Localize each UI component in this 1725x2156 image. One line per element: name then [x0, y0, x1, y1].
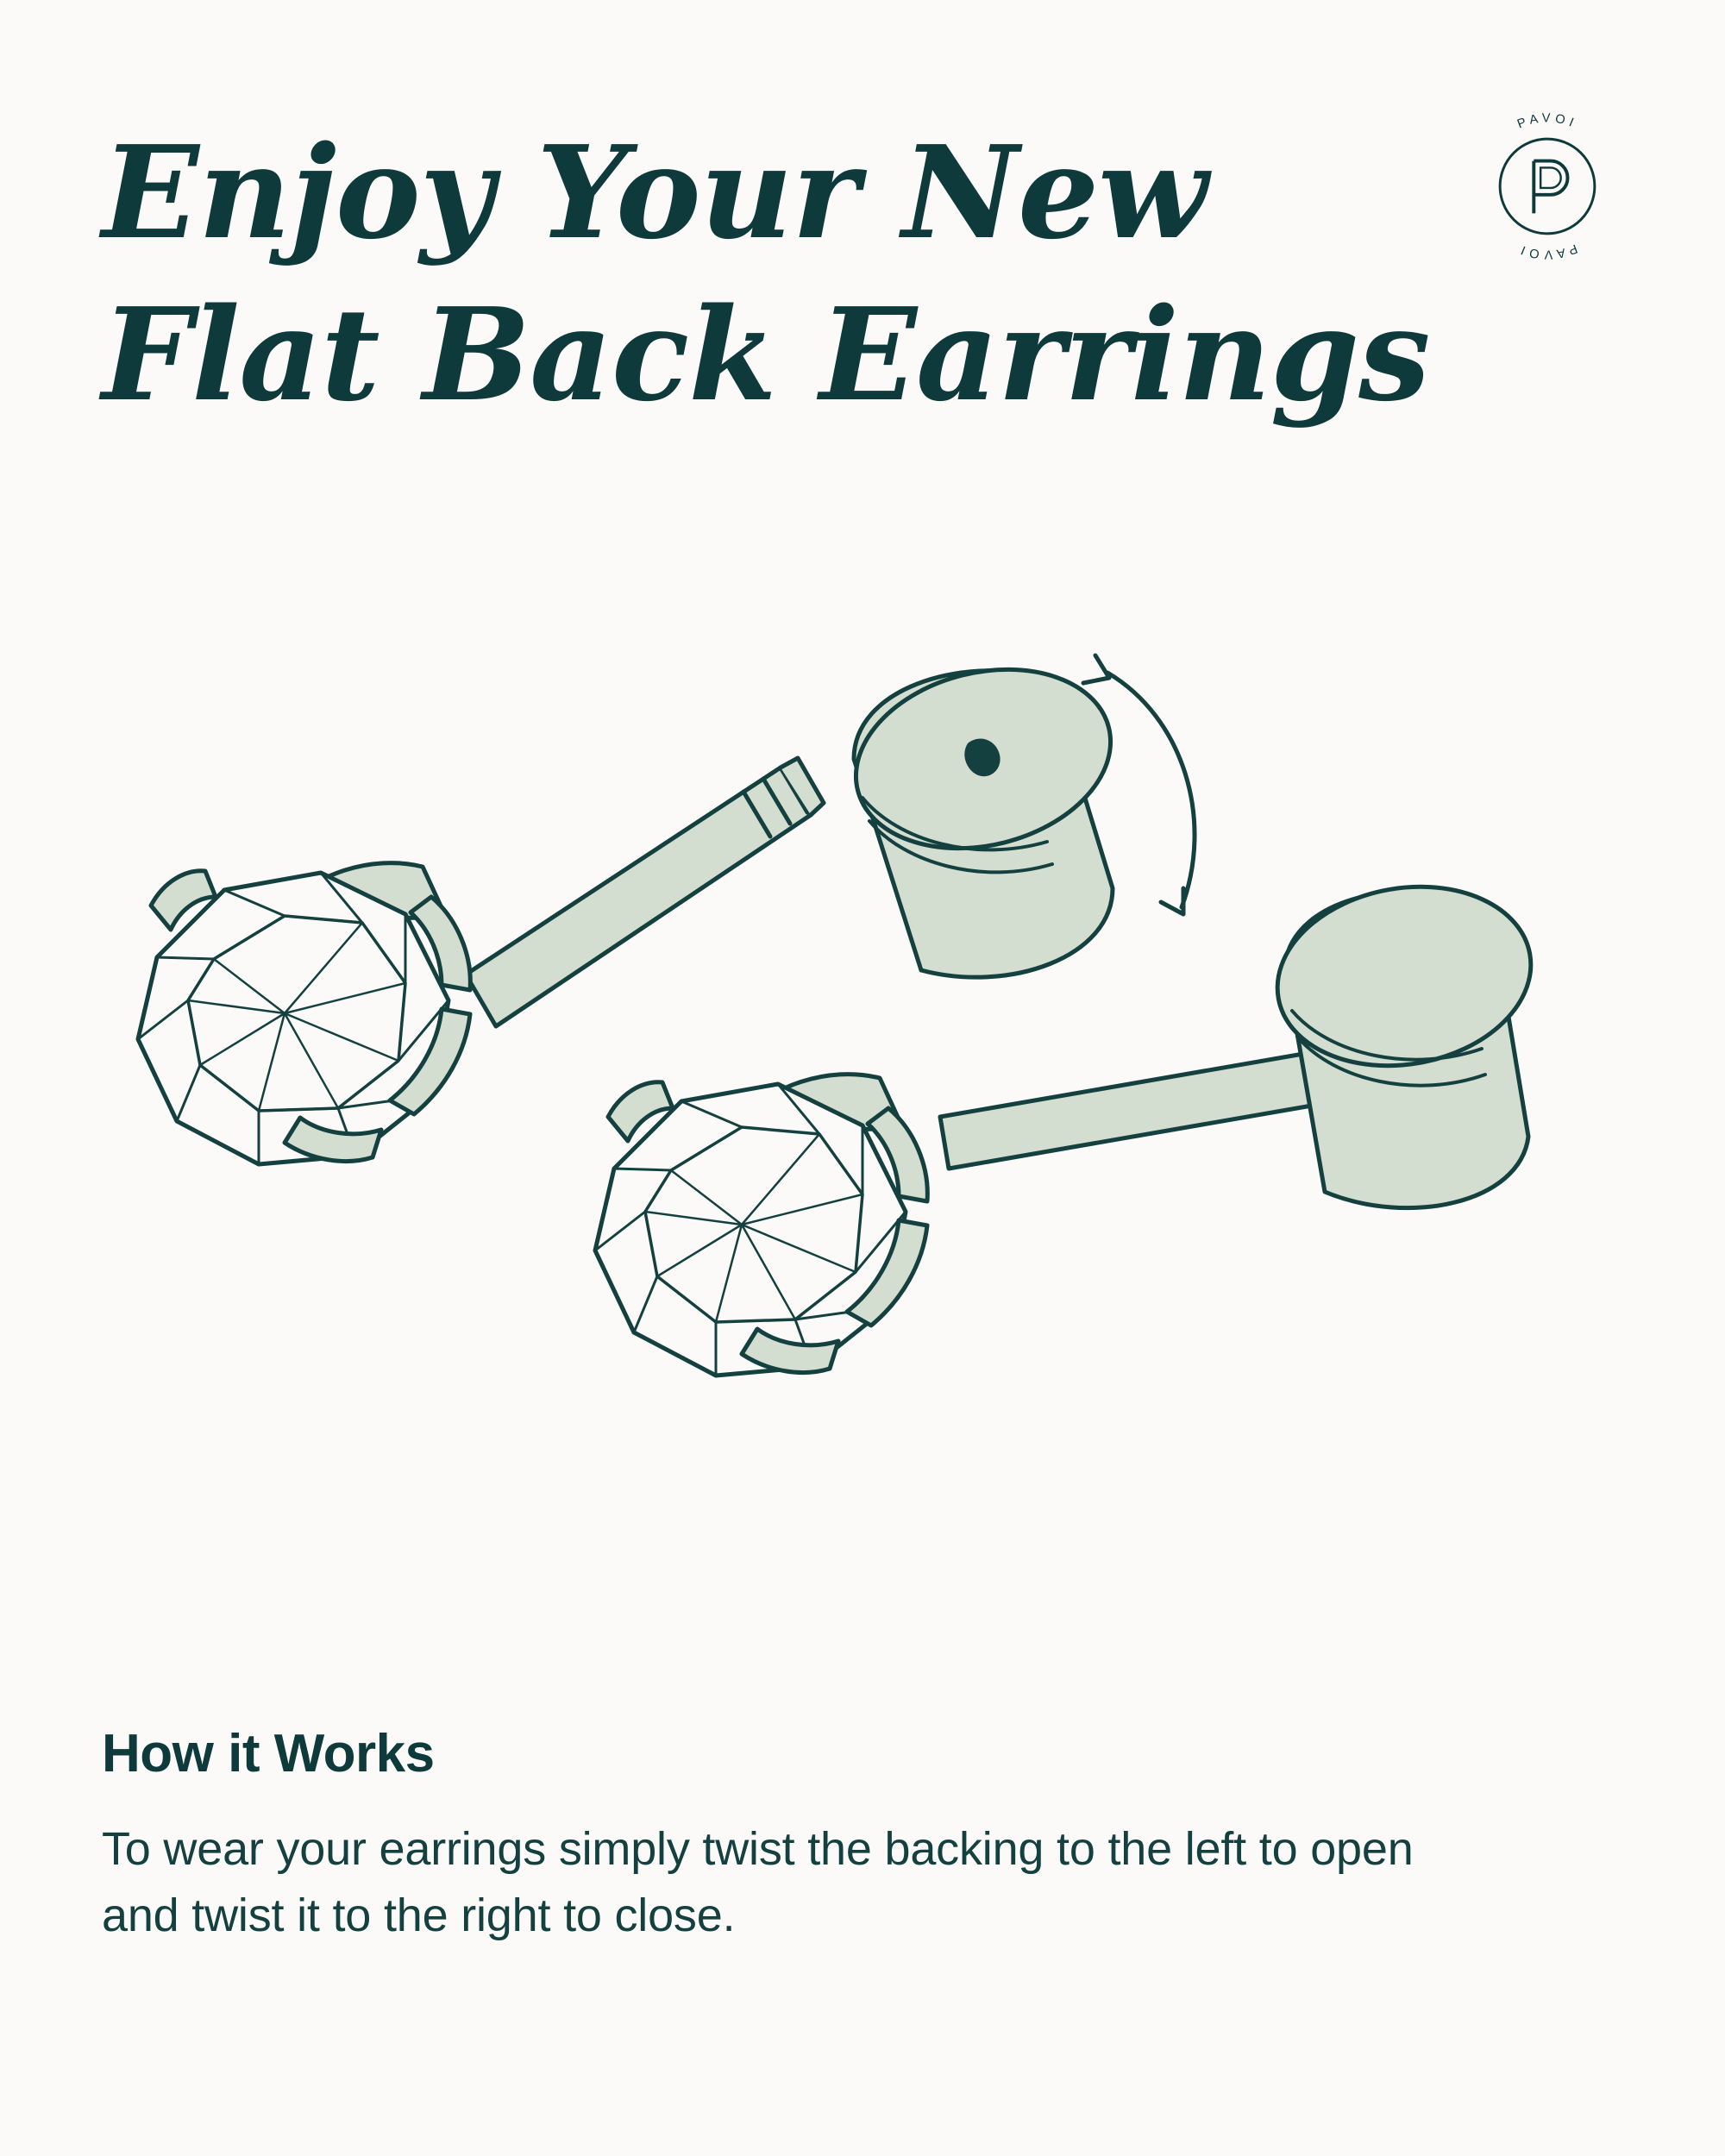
pavoi-logo: [1463, 102, 1632, 271]
page-title-line-1: Enjoy Your New: [102, 117, 1208, 267]
logo-monogram-p: [1534, 161, 1567, 214]
svg-text:PAVOI: PAVOI: [1515, 111, 1580, 132]
gemstone-left: [138, 873, 448, 1164]
gemstone-right: [595, 1084, 906, 1376]
how-it-works-heading: How it Works: [102, 1724, 435, 1783]
page-title-line-2: Flat Back Earrings: [102, 279, 1430, 429]
page-title: [102, 112, 1430, 436]
how-it-works-body: To wear your earrings simply twist the backing to the left to open and twist it to the right to close.: [102, 1823, 1414, 1941]
svg-text:PAVOI: PAVOI: [1515, 241, 1579, 261]
how-it-works-section: [102, 1725, 1482, 1949]
flat-back-earring-diagram: [0, 638, 1725, 1630]
flat-back-disc-detached: [837, 644, 1129, 977]
